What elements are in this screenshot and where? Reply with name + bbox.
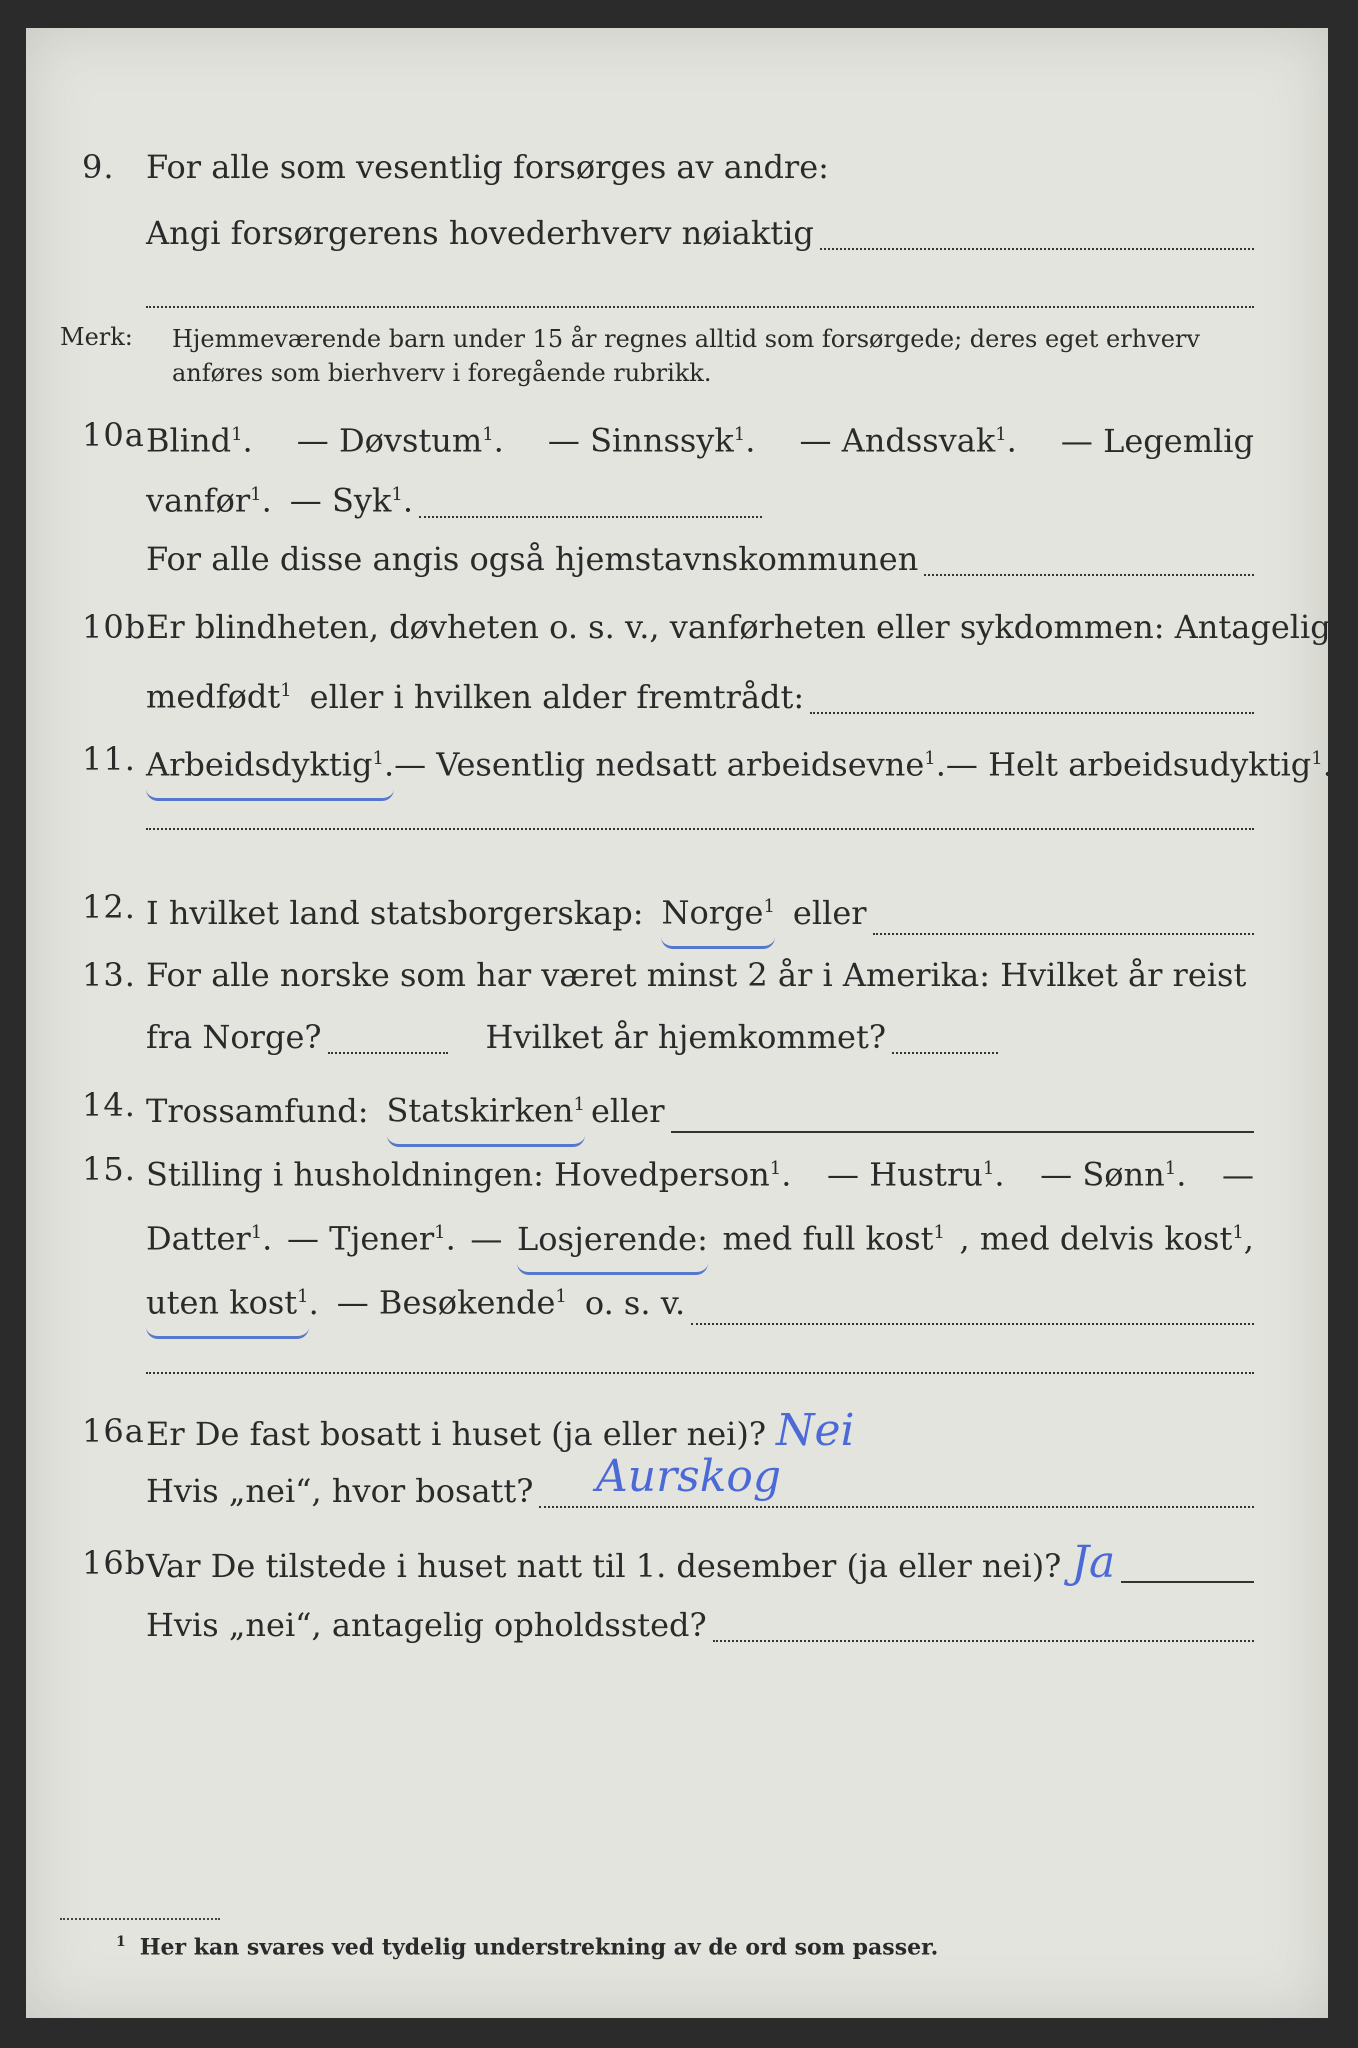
answer-line[interactable]: [146, 828, 1254, 830]
q12-text: I hvilket land statsborgerskap:: [146, 893, 644, 932]
q13-line1-wrap: [146, 944, 1254, 1006]
note-text: [172, 322, 1254, 390]
q12-line: [146, 876, 1254, 949]
question-11: [26, 728, 1333, 790]
q10b-line1: Er blindheten, døvheten o. s. v., vanførheten eller sykdommen: Antagelig: [146, 608, 1331, 646]
q10b-line1-wrap: [146, 596, 1331, 658]
question-15-line3: [26, 1266, 1328, 1328]
q14-line: [146, 1074, 1254, 1147]
question-10a-line3: [26, 528, 1328, 590]
question-15-line2: [26, 1202, 1328, 1264]
q13-from-norway: fra Norge?: [146, 1018, 322, 1056]
question-number: 12.: [82, 888, 136, 926]
note-line1: Hjemmeværende barn under 15 år regnes alltid som forsørgede; deres eget erhverv: [172, 325, 1200, 353]
option-datter[interactable]: Datter$^1$.: [146, 1219, 273, 1258]
answer-line[interactable]: [892, 1052, 998, 1054]
question-16b: [26, 1532, 1328, 1594]
option-medfodt: medfødt$^1$: [146, 677, 292, 716]
option-legemlig: — Legemlig: [1060, 421, 1254, 460]
question-number: 10a: [82, 416, 145, 454]
q16a-where: Hvis „nei“, hvor bosatt?: [146, 1472, 534, 1510]
option-blind: Blind$^1$.: [146, 421, 253, 460]
answer-line[interactable]: [924, 574, 1254, 576]
dash: —: [1222, 1155, 1254, 1194]
question-16b-line2: [26, 1594, 1328, 1656]
option-losjerende-selected[interactable]: Losjerende:: [517, 1208, 708, 1275]
q9-line2-wrap: [146, 202, 1254, 264]
answer-line[interactable]: [1121, 1581, 1254, 1583]
option-vanfor: vanfør$^1$.: [146, 481, 272, 520]
question-13-line2: [26, 1006, 1328, 1068]
handwritten-answer[interactable]: Ja: [1071, 1537, 1116, 1588]
option-norge-selected[interactable]: Norge$^1$: [661, 876, 774, 949]
footnote: [116, 1934, 938, 1960]
question-text: [146, 136, 1254, 198]
option-andssvak: — Andssvak$^1$.: [799, 421, 1017, 460]
q11-line: [146, 728, 1333, 801]
q13-returned: Hvilket år hjemkommet?: [485, 1018, 886, 1056]
option-nedsatt[interactable]: — Vesentlig nedsatt arbeidsevne$^1$.: [394, 745, 946, 784]
answer-line[interactable]: [820, 248, 1254, 250]
dash: —: [470, 1219, 503, 1258]
answer-line[interactable]: [419, 516, 762, 518]
q16a-question: Er De fast bosatt i huset (ja eller nei)?: [146, 1415, 767, 1453]
option-syk: — Syk$^1$.: [289, 481, 413, 520]
q10b-line2b: eller i hvilken alder fremtrådt:: [309, 677, 805, 716]
question-12: [26, 876, 1328, 938]
q16a-line2: [146, 1451, 1254, 1522]
q9-line1: For alle som vesentlig forsørges av andre:: [146, 148, 829, 186]
q16b-question: Var De tilstede i huset natt til 1. desember (ja eller nei)?: [146, 1547, 1062, 1585]
answer-line[interactable]: [146, 306, 1254, 308]
q10a-line3: For alle disse angis også hjemstavnskommunen: [146, 540, 919, 578]
q16b-line1: [146, 1532, 1254, 1597]
question-16a-line2: [26, 1451, 1328, 1522]
note-line2: anføres som bierhverv i foregående rubrikk.: [172, 359, 712, 387]
answer-line[interactable]: [146, 1372, 1254, 1374]
question-10a: [26, 404, 1328, 466]
answer-line[interactable]: [873, 933, 1254, 935]
q13-line1: For alle norske som har været minst 2 år i Amerika: Hvilket år reist: [146, 956, 1247, 994]
q13-line2: [146, 1006, 998, 1068]
q15-line2: [146, 1202, 1254, 1275]
q14-text: Trossamfund:: [146, 1091, 369, 1130]
question-13: [26, 944, 1328, 1006]
question-number: 10b: [82, 608, 147, 646]
footnote-text: Her kan svares ved tydelig understrekning av de ord som passer.: [139, 1934, 939, 1961]
option-sonn[interactable]: — Sønn$^1$.: [1040, 1155, 1187, 1194]
q15-line1: [146, 1138, 1254, 1206]
option-statskirken-selected[interactable]: Statskirken$^1$: [387, 1074, 585, 1147]
option-hovedperson[interactable]: Stilling i husholdningen: Hovedperson$^1$.: [146, 1155, 792, 1194]
question-number: 11.: [82, 740, 136, 778]
handwritten-answer[interactable]: Aurskog: [596, 1451, 782, 1502]
footnote-mark: 1: [116, 1934, 126, 1950]
q10a-line3-wrap: [146, 528, 1254, 590]
option-sinnssyk: — Sinnssyk$^1$.: [547, 421, 756, 460]
option-full-kost[interactable]: med full kost$^1$: [722, 1219, 945, 1258]
question-number: 16b: [82, 1544, 147, 1582]
q10a-line2: [146, 464, 762, 532]
footnote-divider: [60, 1918, 220, 1920]
answer-line[interactable]: [810, 712, 1254, 714]
option-dovstum: — Døvstum$^1$.: [296, 421, 504, 460]
option-uten-kost-selected[interactable]: uten kost$^1$: [146, 1266, 309, 1339]
question-15: [26, 1138, 1328, 1200]
answer-line[interactable]: [691, 1323, 1254, 1325]
question-number: 15.: [82, 1150, 136, 1188]
question-number: 14.: [82, 1086, 136, 1124]
q16b-line2: [146, 1594, 1254, 1656]
q15-osv: o. s. v.: [584, 1283, 686, 1322]
option-delvis-kost[interactable]: , med delvis kost$^1$,: [959, 1219, 1254, 1258]
q15-line3: uten kost$^1$ . — Besøkende$^1$ o. s. v.: [146, 1266, 1254, 1339]
question-number: 13.: [82, 956, 136, 994]
q10a-line1: [146, 404, 1254, 472]
q10b-line2: [146, 660, 1254, 728]
note-label: Merk:: [60, 323, 133, 351]
answer-line[interactable]: [328, 1052, 448, 1054]
q9-line2: Angi forsørgerens hovederhverv nøiaktig: [146, 214, 814, 252]
option-hustru[interactable]: — Hustru$^1$.: [827, 1155, 1005, 1194]
q14-rest: eller: [590, 1091, 665, 1130]
question-number: 16a: [82, 1412, 145, 1450]
question-number: 9.: [82, 148, 115, 186]
option-besokende[interactable]: — Besøkende$^1$: [336, 1283, 567, 1322]
question-9-line2: [26, 202, 1328, 264]
question-9: [26, 136, 1328, 198]
q16b-where: Hvis „nei“, antagelig opholdssted?: [146, 1606, 707, 1644]
q12-rest: eller: [792, 893, 867, 932]
option-udyktig[interactable]: — Helt arbeidsudyktig$^1$.: [945, 745, 1333, 784]
answer-line[interactable]: [671, 1131, 1254, 1133]
handwritten-answer[interactable]: Nei: [776, 1405, 855, 1456]
answer-line[interactable]: [713, 1640, 1254, 1642]
option-arbeidsdyktig-selected[interactable]: Arbeidsdyktig$^1$.: [146, 728, 394, 801]
option-tjener[interactable]: — Tjener$^1$.: [286, 1219, 456, 1258]
question-10b-line2: [26, 660, 1328, 722]
question-10a-line2: [26, 464, 1328, 526]
question-14: [26, 1074, 1328, 1136]
question-10b: [26, 596, 1331, 658]
census-form-page: [26, 28, 1333, 2018]
